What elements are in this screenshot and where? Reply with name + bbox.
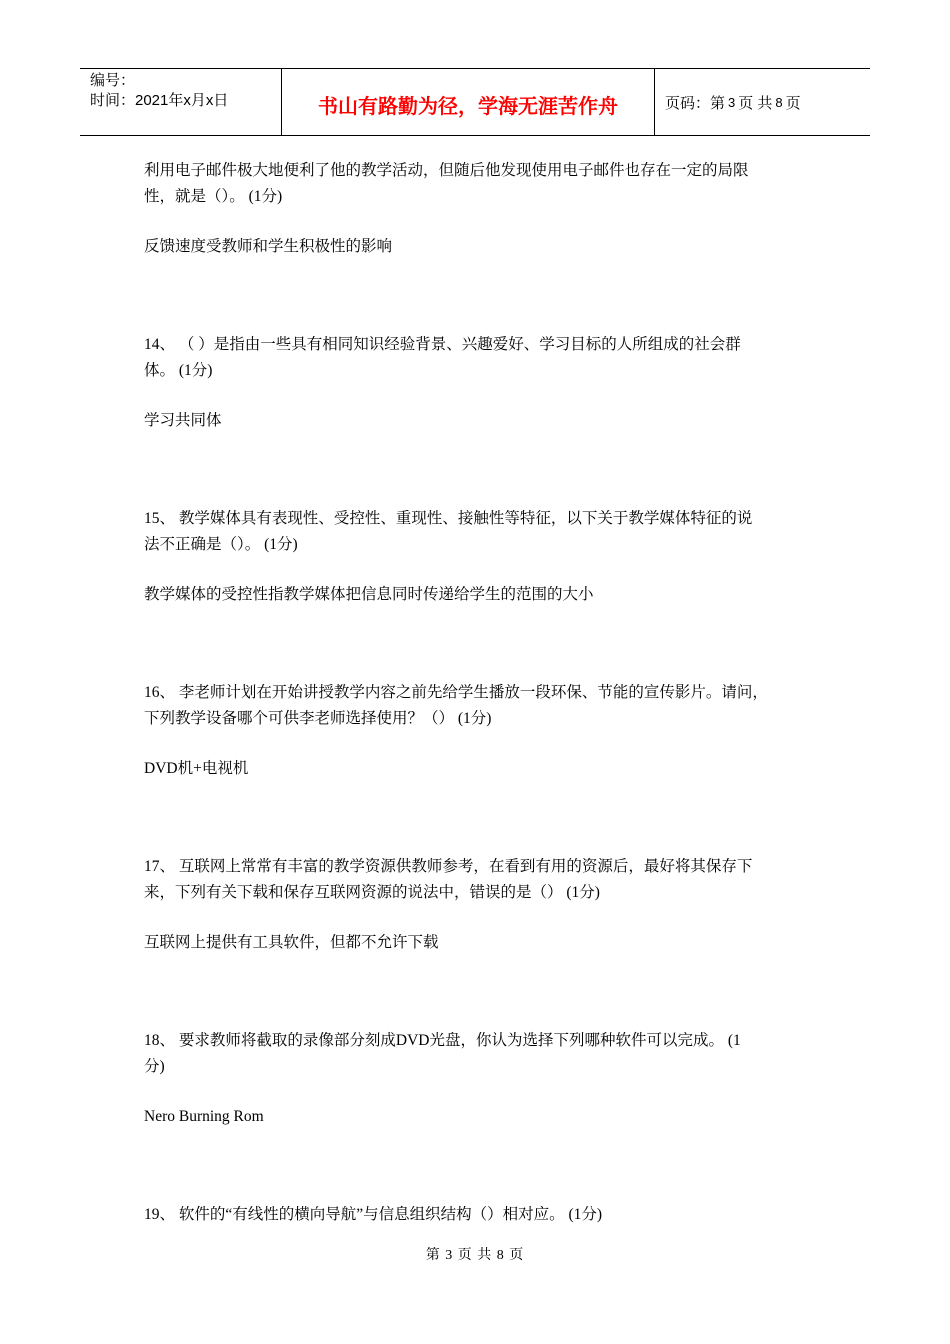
document-date: 时间：2021年x月x日 [90, 92, 229, 109]
question-text-line1: 19、 软件的“有线性的横向导航”与信息组织结构（）相对应。 (1分) [144, 1206, 603, 1223]
document-number-label: 编号： [90, 72, 136, 89]
answer-text: 学习共同体 [144, 412, 222, 429]
question-text-line2: 性，就是（）。 (1分) [144, 188, 283, 205]
answer-text: 教学媒体的受控性指教学媒体把信息同时传递给学生的范围的大小 [144, 586, 594, 603]
header-meta [80, 69, 282, 135]
answer-text: Nero Burning Rom [144, 1108, 264, 1125]
answer-text: 互联网上提供有工具软件，但都不允许下载 [144, 934, 439, 951]
question-text-line1: 16、 李老师计划在开始讲授教学内容之前先给学生播放一段环保、节能的宣传影片。请问， [144, 684, 768, 701]
question-text-line2: 下列教学设备哪个可供李老师选择使用？（） (1分) [144, 710, 492, 727]
question-item [144, 158, 824, 260]
question-text-line1: 17、 互联网上常常有丰富的教学资源供教师参考，在看到有用的资源后，最好将其保存下 [144, 858, 753, 875]
question-item [144, 1202, 824, 1228]
question-text-line2: 分) [144, 1058, 165, 1075]
page-prefix: 页码：第 [665, 94, 726, 112]
page-header [80, 68, 870, 136]
answer-text: DVD机+电视机 [144, 760, 249, 777]
question-text-line1: 15、 教学媒体具有表现性、受控性、重现性、接触性等特征，以下关于教学媒体特征的说 [144, 510, 753, 527]
question-item [144, 854, 824, 956]
question-text-line1: 18、 要求教师将截取的录像部分刻成DVD光盘，你认为选择下列哪种软件可以完成。 (1 [144, 1032, 741, 1049]
answer-text: 反馈速度受教师和学生积极性的影响 [144, 238, 393, 255]
page-number: 3 [728, 94, 736, 110]
page-suffix: 页 [785, 94, 801, 112]
page-footer: 第 3 页 共 8 页 [425, 1248, 525, 1263]
question-item [144, 332, 824, 434]
question-text-line2: 体。 (1分) [144, 362, 213, 379]
question-text-line2: 法不正确是（）。 (1分) [144, 536, 298, 553]
question-item [144, 680, 824, 782]
page-total: 8 [775, 94, 783, 110]
header-page-info [655, 69, 870, 135]
question-item [144, 506, 824, 608]
question-list [144, 158, 824, 1228]
header-motto: 书山有路勤为径，学海无涯苦作舟 [282, 69, 655, 135]
question-text-line2: 来，下列有关下载和保存互联网资源的说法中，错误的是（） (1分) [144, 884, 600, 901]
question-item [144, 1028, 824, 1130]
question-text-line1: 利用电子邮件极大地便利了他的教学活动，但随后他发现使用电子邮件也存在一定的局限 [144, 162, 749, 179]
page-mid: 页 共 [738, 94, 773, 112]
question-text-line1: 14、 （ ）是指由一些具有相同知识经验背景、兴趣爱好、学习目标的人所组成的社会群 [144, 336, 741, 353]
